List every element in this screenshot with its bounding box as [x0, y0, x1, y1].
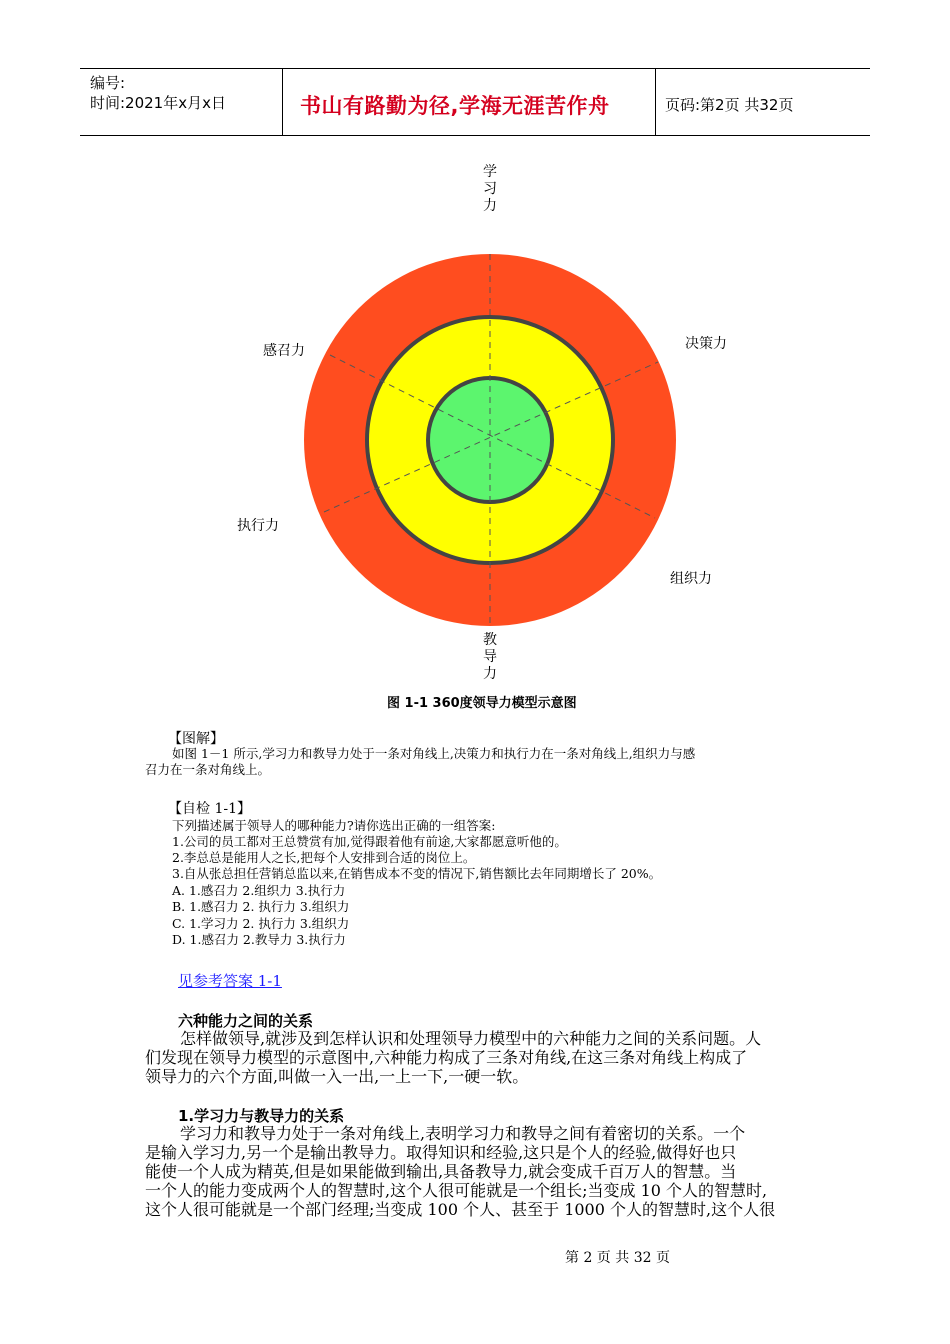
header-divider-left — [282, 68, 283, 135]
label-decision-power: 决策力 — [685, 336, 727, 352]
header-top-rule — [80, 68, 870, 69]
zijian-option-d: D. 1.感召力 2.教导力 3.执行力 — [172, 932, 346, 947]
inner-core — [428, 378, 552, 502]
figure-caption: 图 1-1 360度领导力模型示意图 — [387, 696, 577, 711]
tujie-line-2: 召力在一条对角线上。 — [145, 762, 271, 777]
label-organization-power: 组织力 — [670, 571, 712, 587]
zijian-item-3: 3.自从张总担任营销总监以来,在销售成本不变的情况下,销售额比去年同期增长了 20%。 — [172, 866, 662, 881]
zijian-option-b: B. 1.感召力 2. 执行力 3.组织力 — [172, 899, 350, 914]
leadership-model-diagram — [300, 250, 720, 630]
section2-line-5: 这个人很可能就是一个部门经理;当变成 100 个人、甚至于 1000 个人的智慧时,这个人很 — [145, 1200, 776, 1219]
zijian-question: 下列描述属于领导人的哪种能力?请你选出正确的一组答案: — [172, 818, 496, 833]
section1-line-3: 领导力的六个方面,叫做一入一出,一上一下,一硬一软。 — [145, 1067, 529, 1086]
section1-line-1: 怎样做领导,就涉及到怎样认识和处理领导力模型中的六种能力之间的关系问题。人 — [180, 1029, 762, 1048]
label-teaching-power: 教导力 — [483, 632, 497, 682]
header-divider-right — [655, 68, 656, 135]
section1-line-2: 们发现在领导力模型的示意图中,六种能力构成了三条对角线,在这三条对角线上构成了 — [145, 1048, 748, 1067]
section2-line-3: 能使一个人成为精英,但是如果能做到输出,具备教导力,就会变成千百万人的智慧。当 — [145, 1162, 737, 1181]
zijian-option-a: A. 1.感召力 2.组织力 3.执行力 — [172, 883, 346, 898]
tujie-line-1: 如图 1－1 所示,学习力和教导力处于一条对角线上,决策力和执行力在一条对角线上,组织力与感 — [172, 746, 696, 761]
section-heading-relations: 六种能力之间的关系 — [178, 1012, 314, 1030]
answer-link[interactable]: 见参考答案 1-1 — [178, 972, 282, 990]
header-bottom-rule — [80, 135, 870, 136]
label-charisma-power: 感召力 — [263, 343, 305, 359]
header-motto: 书山有路勤为径,学海无涯苦作舟 — [300, 94, 610, 118]
zijian-item-2: 2.李总总是能用人之长,把每个人安排到合适的岗位上。 — [172, 850, 476, 865]
zijian-item-1: 1.公司的员工都对王总赞赏有加,觉得跟着他有前途,大家都愿意听他的。 — [172, 834, 567, 849]
header-time-label: 时间:2021年x月x日 — [90, 94, 226, 112]
label-learning-power: 学习力 — [483, 164, 497, 214]
header-number-label: 编号: — [90, 74, 126, 92]
section2-line-1: 学习力和教导力处于一条对角线上,表明学习力和教导之间有着密切的关系。一个 — [180, 1124, 746, 1143]
section2-line-4: 一个人的能力变成两个人的智慧时,这个人很可能就是一个组长;当变成 10 个人的智慧时, — [145, 1181, 768, 1200]
header-page-code: 页码:第2页 共32页 — [665, 96, 794, 114]
section-heading-learning-teaching: 1.学习力与教导力的关系 — [178, 1107, 345, 1125]
label-execution-power: 执行力 — [237, 518, 279, 534]
zijian-option-c: C. 1.学习力 2. 执行力 3.组织力 — [172, 916, 350, 931]
page-footer: 第 2 页 共 32 页 — [565, 1250, 670, 1266]
zijian-heading: 【自检 1-1】 — [168, 801, 251, 817]
section2-line-2: 是输入学习力,另一个是输出教导力。取得知识和经验,这只是个人的经验,做得好也只 — [145, 1143, 737, 1162]
tujie-heading: 【图解】 — [168, 731, 224, 747]
